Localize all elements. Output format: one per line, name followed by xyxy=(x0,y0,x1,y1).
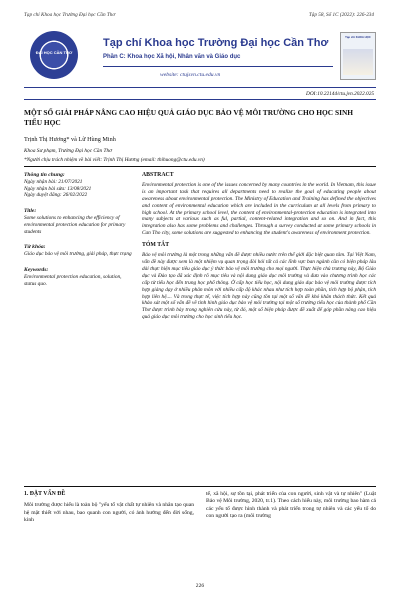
title-en: Some solutions to enhancing the efficiency of environmental protection education for primary students xyxy=(24,214,126,235)
journal-subtitle: Phần C: Khoa học Xã hội, Nhân văn và Giáo dục xyxy=(103,54,241,60)
title-en-heading: Title: xyxy=(24,208,37,215)
cover-image xyxy=(343,49,373,75)
received-date: Ngày nhận bài: 21/07/2021 xyxy=(24,178,83,185)
running-header-left: Tạp chí Khoa học Trường Đại học Cần Thơ xyxy=(24,12,116,18)
tomtat-heading: TÓM TẮT xyxy=(142,242,170,249)
running-header-right: Tập 58, Số 1C (2022): 226-234 xyxy=(308,12,374,18)
abstract-heading: ABSTRACT xyxy=(142,172,174,178)
authors: Trịnh Thị Hương* và Lữ Hùng Minh xyxy=(24,136,116,143)
section-heading: 1. ĐẶT VẤN ĐỀ xyxy=(24,491,66,497)
body-column-right xyxy=(206,491,376,521)
info-heading: Thông tin chung: xyxy=(24,172,65,178)
cover-text: Tạp chí KHOA HỌC xyxy=(345,35,371,39)
keywords-vi: Giáo dục bảo vệ môi trường, giải pháp, thực trạng xyxy=(24,251,132,258)
article-info-sidebar xyxy=(24,172,132,296)
logo-text: ĐẠI HỌC CẦN THƠ xyxy=(35,50,73,55)
keywords-en: Environmental protection education, solution, status quo. xyxy=(24,273,122,287)
body-column-left xyxy=(24,491,194,525)
affiliation: Khoa Sư phạm, Trường Đại học Cần Thơ xyxy=(24,148,112,154)
body-text-right: tế, xã hội, sự tồn tại, phát triển của con người, sinh vật và tự nhiên" (Luật Bảo vệ Môi trường, 2020, tr.1). Theo cách hiểu này, môi trường bao hàm cả các yếu tố được hình thành và phát triển trong tự nhiên và các yếu tố do con người tạo ra (môi trường xyxy=(206,491,376,520)
abstract-section xyxy=(142,172,376,326)
body-text-left: Môi trường được hiểu là toàn bộ "yếu tố vật chất tự nhiên và nhân tạo quan hệ mật thiết với nhau, bao quanh con người, có ảnh hưởng đến đời sống, kinh xyxy=(24,502,194,524)
header-rule xyxy=(24,87,376,88)
page-number: 226 xyxy=(195,583,205,589)
journal-website: website: ctujsvn.ctu.edu.vn xyxy=(160,72,221,78)
journal-cover-thumbnail xyxy=(340,32,376,80)
journal-title: Tạp chí Khoa học Trường Đại học Cần Thơ xyxy=(103,37,329,49)
accepted-date: Ngày duyệt đăng: 26/02/2022 xyxy=(24,192,88,199)
banner-divider xyxy=(103,66,333,67)
doi: DOI:10.22144/ctu.jvn.2022.025 xyxy=(306,91,374,97)
correspondence: *Người chịu trách nhiệm về bài viết: Trịnh Thị Hương (email: thihuong@ctu.edu.vn) xyxy=(24,157,205,163)
keywords-en-heading: Keywords: xyxy=(24,266,49,273)
keywords-vi-heading: Từ khóa: xyxy=(24,244,46,251)
revised-date: Ngày nhận bài sửa: 13/08/2021 xyxy=(24,185,92,192)
tomtat-text: Bảo vệ môi trường là một trong những vấn đề được nhiều nước trên thế giới đặc biệt quan tâm. Tại Việt Nam, vấn đề này được xem là một nhiệm vụ quan trọng đòi hỏi tất cả các lĩnh vực ban ngành cần có biện pháp lâu dài thực hiện mục tiêu giáo dục ý thức bảo vệ môi trường cho mọi người. Thực hiện chủ trương này, Bộ Giáo dục và Đào tạo đã xác định rõ mục tiêu và nội dung giáo dục môi trường và đưa vào chương trình học các cấp từ tiểu học đến trung học phổ thông. Ở cấp học tiểu học, nội dung giáo dục bảo vệ môi trường được tích hợp giảng dạy ở nhiều phân môn với nhiều cấp độ khác nhau như tích hợp toàn phần, tích hợp bộ phận, tích hợp liên hệ.... Và trong thực tế, việc tích hợp này cũng tồn tại một số vấn đề khó khăn thách thức. Kết quả khảo sát một số vấn đề về tình hình giáo dục bảo vệ môi trường tại một số trường tiểu học của thành phố Cần Thơ được trình bày trong nghiên cứu này, từ đó, một số biện pháp được đề xuất để góp phần nâng cao hiệu quả giáo dục môi trường cho học sinh tiểu học. xyxy=(142,252,376,321)
header-rule-2 xyxy=(24,99,376,100)
body-rule xyxy=(24,486,376,487)
abstract-text: Environmental protection is one of the issues concerned by many countries in the world. In Vietnam, this issue is an important task that requires all departments need to realize the goal of educating people about awareness about environmental protection. The Ministry of Education and Training has defined the objectives and content of environmental education which are included in the curriculum at all levels from primary to high school. At the primary school level, the content of environmental-protection education is integrated into many subjects at various such as ful, partial, content-related integration and so on. And in fact, this integration also has some problems and challenges. Through a survey conducted at some primary schools in Can Tho city, some solutions are suggested to enhancing the student's awareness of environment protection. xyxy=(142,181,376,237)
meta-rule xyxy=(24,166,376,167)
article-title: MỘT SỐ GIẢI PHÁP NÂNG CAO HIỆU QUẢ GIÁO DỤC BẢO VỆ MÔI TRƯỜNG CHO HỌC SINH TIỂU HỌC xyxy=(24,108,354,127)
university-logo xyxy=(30,31,78,79)
